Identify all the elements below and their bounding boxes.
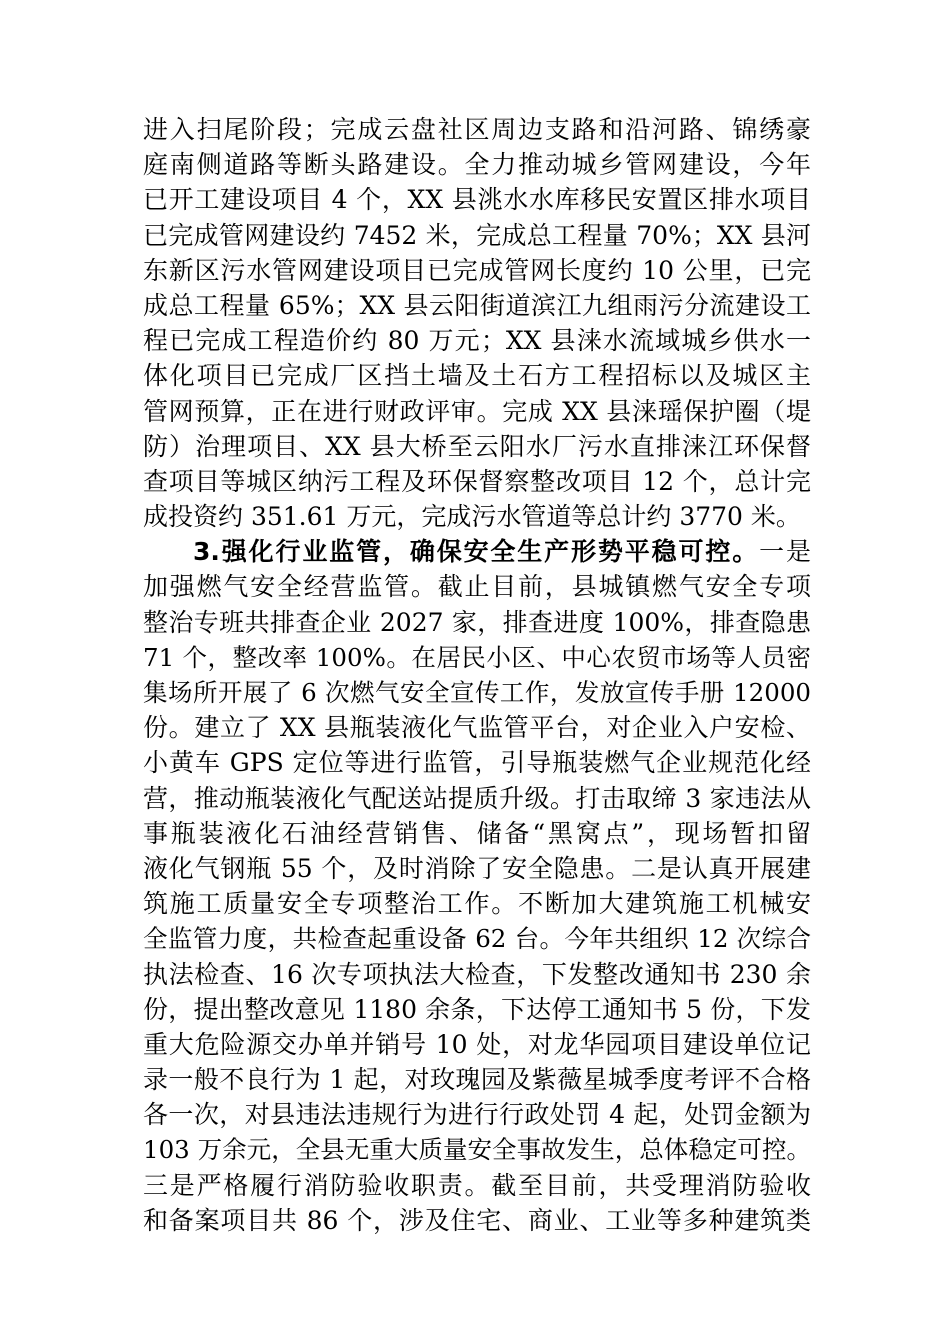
- text-line: 筑施工质量安全专项整治工作。不断加大建筑施工机械安: [143, 889, 811, 919]
- text-line: 整治专班共排查企业 2027 家，排查进度 100%，排查隐患: [143, 607, 811, 637]
- text-line: 各一次，对县违法违规行为进行行政处罚 4 起，处罚金额为: [143, 1100, 811, 1130]
- body-text: [143, 112, 811, 1238]
- paragraph-urban-pipeline: [143, 112, 811, 534]
- text-line: 份。建立了 XX 县瓶装液化气监管平台，对企业入户安检、: [143, 713, 811, 743]
- text-line: 执法检查、16 次专项执法大检查，下发整改通知书 230 余: [143, 959, 811, 989]
- text-line: 全监管力度，共检查起重设备 62 台。今年共组织 12 次综合: [143, 924, 811, 954]
- text-line: 液化气钢瓶 55 个，及时消除了安全隐患。二是认真开展建: [143, 853, 811, 883]
- text-line: 71 个，整改率 100%。在居民小区、中心农贸市场等人员密: [143, 642, 811, 672]
- text-line: 集场所开展了 6 次燃气安全宣传工作，发放宣传手册 12000: [143, 678, 811, 707]
- text-line: 程已完成工程造价约 80 万元；XX 县涞水流域城乡供水一: [143, 326, 811, 356]
- section-heading: 3.强化行业监管，确保安全生产形势平稳可控。: [193, 537, 760, 567]
- text-line: 和备案项目共 86 个，涉及住宅、商业、工业等多种建筑类: [143, 1205, 811, 1235]
- text-line: 录一般不良行为 1 起，对玫瑰园及紫薇星城季度考评不合格: [143, 1065, 811, 1095]
- heading-trailing-text: 一是: [759, 537, 811, 567]
- text-line: 营，推动瓶装液化气配送站提质升级。打击取缔 3 家违法从: [143, 783, 811, 813]
- text-line: 庭南侧道路等断头路建设。全力推动城乡管网建设，今年: [143, 150, 811, 180]
- text-line: 进入扫尾阶段；完成云盘社区周边支路和沿河路、锦绣豪: [143, 115, 811, 144]
- text-line: [143, 534, 811, 569]
- text-line: 份，提出整改意见 1180 余条，下达停工通知书 5 份，下发: [143, 994, 811, 1024]
- text-line: 重大危险源交办单并销号 10 处，对龙华园项目建设单位记: [143, 1029, 811, 1059]
- text-line: 三是严格履行消防验收职责。截至目前，共受理消防验收: [143, 1170, 811, 1200]
- text-line: 事瓶装液化石油经营销售、储备“黑窝点”，现场暂扣留: [143, 818, 811, 848]
- text-line: 体化项目已完成厂区挡土墙及土石方工程招标以及城区主: [143, 361, 811, 391]
- text-line: 管网预算，正在进行财政评审。完成 XX 县涞瑶保护圈（堤: [143, 396, 811, 426]
- text-line: 东新区污水管网建设项目已完成管网长度约 10 公里，已完: [143, 255, 811, 285]
- paragraph-safety-supervision: [143, 534, 811, 1238]
- text-line: 已完成管网建设约 7452 米，完成总工程量 70%；XX 县河: [143, 220, 811, 250]
- text-line: 小黄车 GPS 定位等进行监管，引导瓶装燃气企业规范化经: [143, 748, 811, 778]
- text-line: 成总工程量 65%；XX 县云阳街道滨江九组雨污分流建设工: [143, 290, 811, 320]
- text-line: 查项目等城区纳污工程及环保督察整改项目 12 个，总计完: [143, 466, 811, 496]
- text-line: 已开工建设项目 4 个，XX 县洮水水库移民安置区排水项目: [143, 185, 811, 215]
- text-line: 成投资约 351.61 万元，完成污水管道等总计约 3770 米。: [143, 502, 801, 532]
- text-line: 防）治理项目、XX 县大桥至云阳水厂污水直排涞江环保督: [143, 431, 811, 461]
- text-line: 103 万余元，全县无重大质量安全事故发生，总体稳定可控。: [143, 1135, 811, 1165]
- text-line: 加强燃气安全经营监管。截止目前，县城镇燃气安全专项: [143, 572, 811, 602]
